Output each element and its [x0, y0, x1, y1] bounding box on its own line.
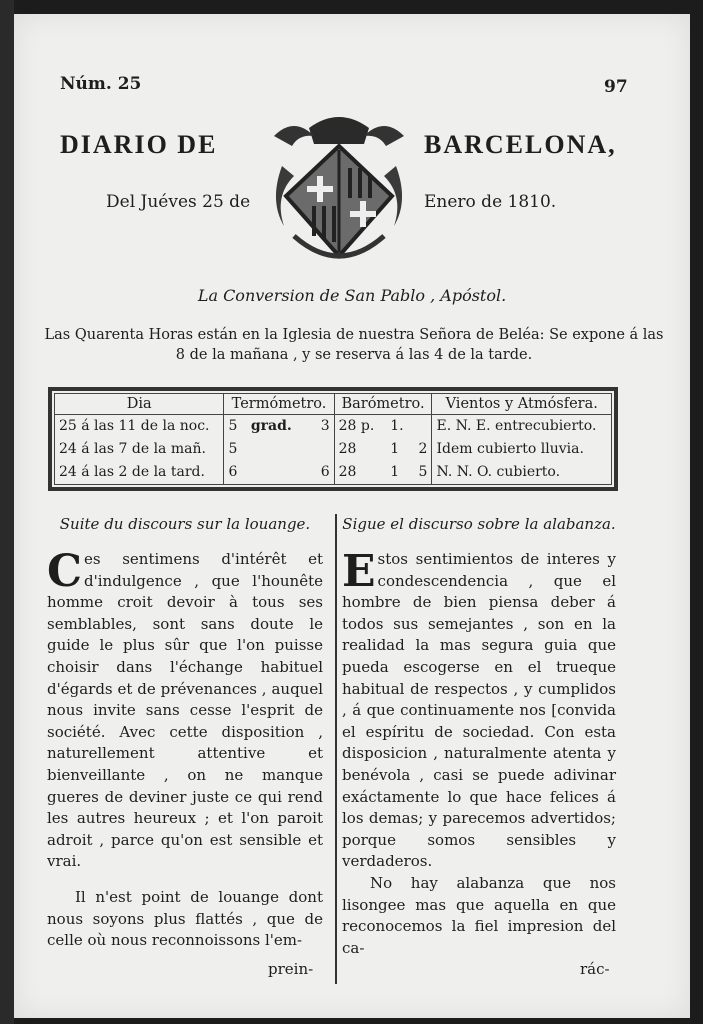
cell-baro-points [411, 415, 432, 439]
cell-baro: 28 [338, 463, 357, 480]
french-paragraph-2: Il n'est point de louange dont nous soyons plus flattés , que de celle où nous reconnoissons l'em- [47, 887, 323, 950]
cell-baro-lines: 1. [390, 418, 404, 435]
cell-temp-frac: 6 [311, 461, 334, 485]
spanish-paragraph-1 [342, 546, 616, 873]
feast-of-the-day: La Conversion de San Pablo , Apóstol. [197, 286, 507, 305]
cell-baro-lines: 1 [390, 463, 400, 480]
cell-temp-frac: 3 [311, 415, 334, 439]
spanish-paragraph-2: No hay alabanza que nos lisongee mas que aquella en que reconocemos la fiel impresion del ca- [342, 873, 616, 957]
french-heading: Suite du discours sur la louange. [59, 515, 311, 533]
date-right: Enero de 1810. [424, 192, 557, 212]
weather-table [48, 387, 618, 491]
weather-row [55, 438, 612, 461]
cell-baro: 28 p. [338, 418, 375, 435]
french-paragraph-1-text: es sentimens d'intérêt et d'indulgence , que l'hounête homme croit devoir à tous ses semblables, sont sans doute le guide le plus sûr que l'on puisse choisir dans l'échange habituel d'égards et de prévenances , auquel nous invite sans cesse l'esprit de société. Avec cette disposition , naturellement attentive et bienveillante , on ne manque gueres de deviner juste ce qui rend les autres heureux ; et l'on paroit adroit , parce qu'on est sensible et vrai. [47, 550, 323, 871]
issue-number: Núm. 25 [60, 74, 142, 94]
cell-temp-unit [247, 438, 311, 461]
cell-viento: E. N. E. entrecubierto. [436, 418, 597, 435]
cell-dia: 25 á las 11 de la noc. [55, 415, 224, 439]
spanish-catchword: rác- [580, 960, 610, 978]
religious-notice: Las Quarenta Horas están en la Iglesia de nuestra Señora de Beléa: Se expone á las 8 de la mañana , y se reserva á las 4 de la tarde. [44, 327, 664, 363]
french-catchword: prein- [268, 960, 314, 978]
spanish-heading: Sigue el discurso sobre la alabanza. [342, 515, 616, 533]
masthead-title-right: BARCELONA, [424, 130, 617, 159]
spanish-column [342, 514, 616, 959]
column-divider [335, 514, 337, 984]
cell-viento: Idem cubierto lluvia. [436, 440, 584, 457]
barcelona-coat-of-arms [264, 106, 414, 271]
cell-baro-lines: 1 [390, 440, 400, 457]
newspaper-page [14, 14, 690, 1018]
spanish-paragraph-1-text: stos sentimientos de interes y condescendencia , que el hombre de bien piensa deber á todos sus semejantes , son en la realidad la mas segura guia que pueda escogerse en el trueque habitual de respectos , y cumplidos , á que continuamente nos [convida el espíritu de sociedad. Con esta disposicion , naturalmente atenta y benévola , casi se puede adivinar exáctamente lo que hace felices á los demas; y parecemos advertidos; porque somos sensibles y verdaderos. [342, 550, 616, 871]
cell-temp: 6 [228, 463, 238, 480]
masthead-title-left: DIARIO DE [60, 130, 218, 159]
cell-temp-frac [311, 438, 334, 461]
cell-baro-points: 5 [411, 461, 432, 485]
cell-temp: 5 [228, 440, 238, 457]
cell-baro: 28 [338, 440, 357, 457]
spanish-dropcap: E [342, 546, 376, 597]
header-termometro: Termómetro. [224, 394, 334, 415]
cell-viento: N. N. O. cubierto. [436, 463, 561, 480]
cell-temp-unit [247, 461, 311, 485]
weather-row [55, 461, 612, 485]
book-gutter [0, 0, 14, 1024]
header-barometro: Barómetro. [334, 394, 432, 415]
header-vientos: Vientos y Atmósfera. [432, 394, 612, 415]
page-number: 97 [604, 77, 628, 97]
french-dropcap: C [47, 546, 83, 597]
weather-row [55, 415, 612, 439]
french-column [47, 514, 323, 952]
cell-temp: 5 [228, 418, 238, 435]
weather-header-row [55, 394, 612, 415]
cell-dia: 24 á las 2 de la tard. [55, 461, 224, 485]
date-left: Del Juéves 25 de [106, 192, 251, 212]
cell-baro-points: 2 [411, 438, 432, 461]
french-paragraph-1 [47, 546, 323, 873]
cell-temp-unit: grad. [250, 418, 292, 435]
header-dia: Dia [55, 394, 224, 415]
cell-dia: 24 á las 7 de la mañ. [55, 438, 224, 461]
